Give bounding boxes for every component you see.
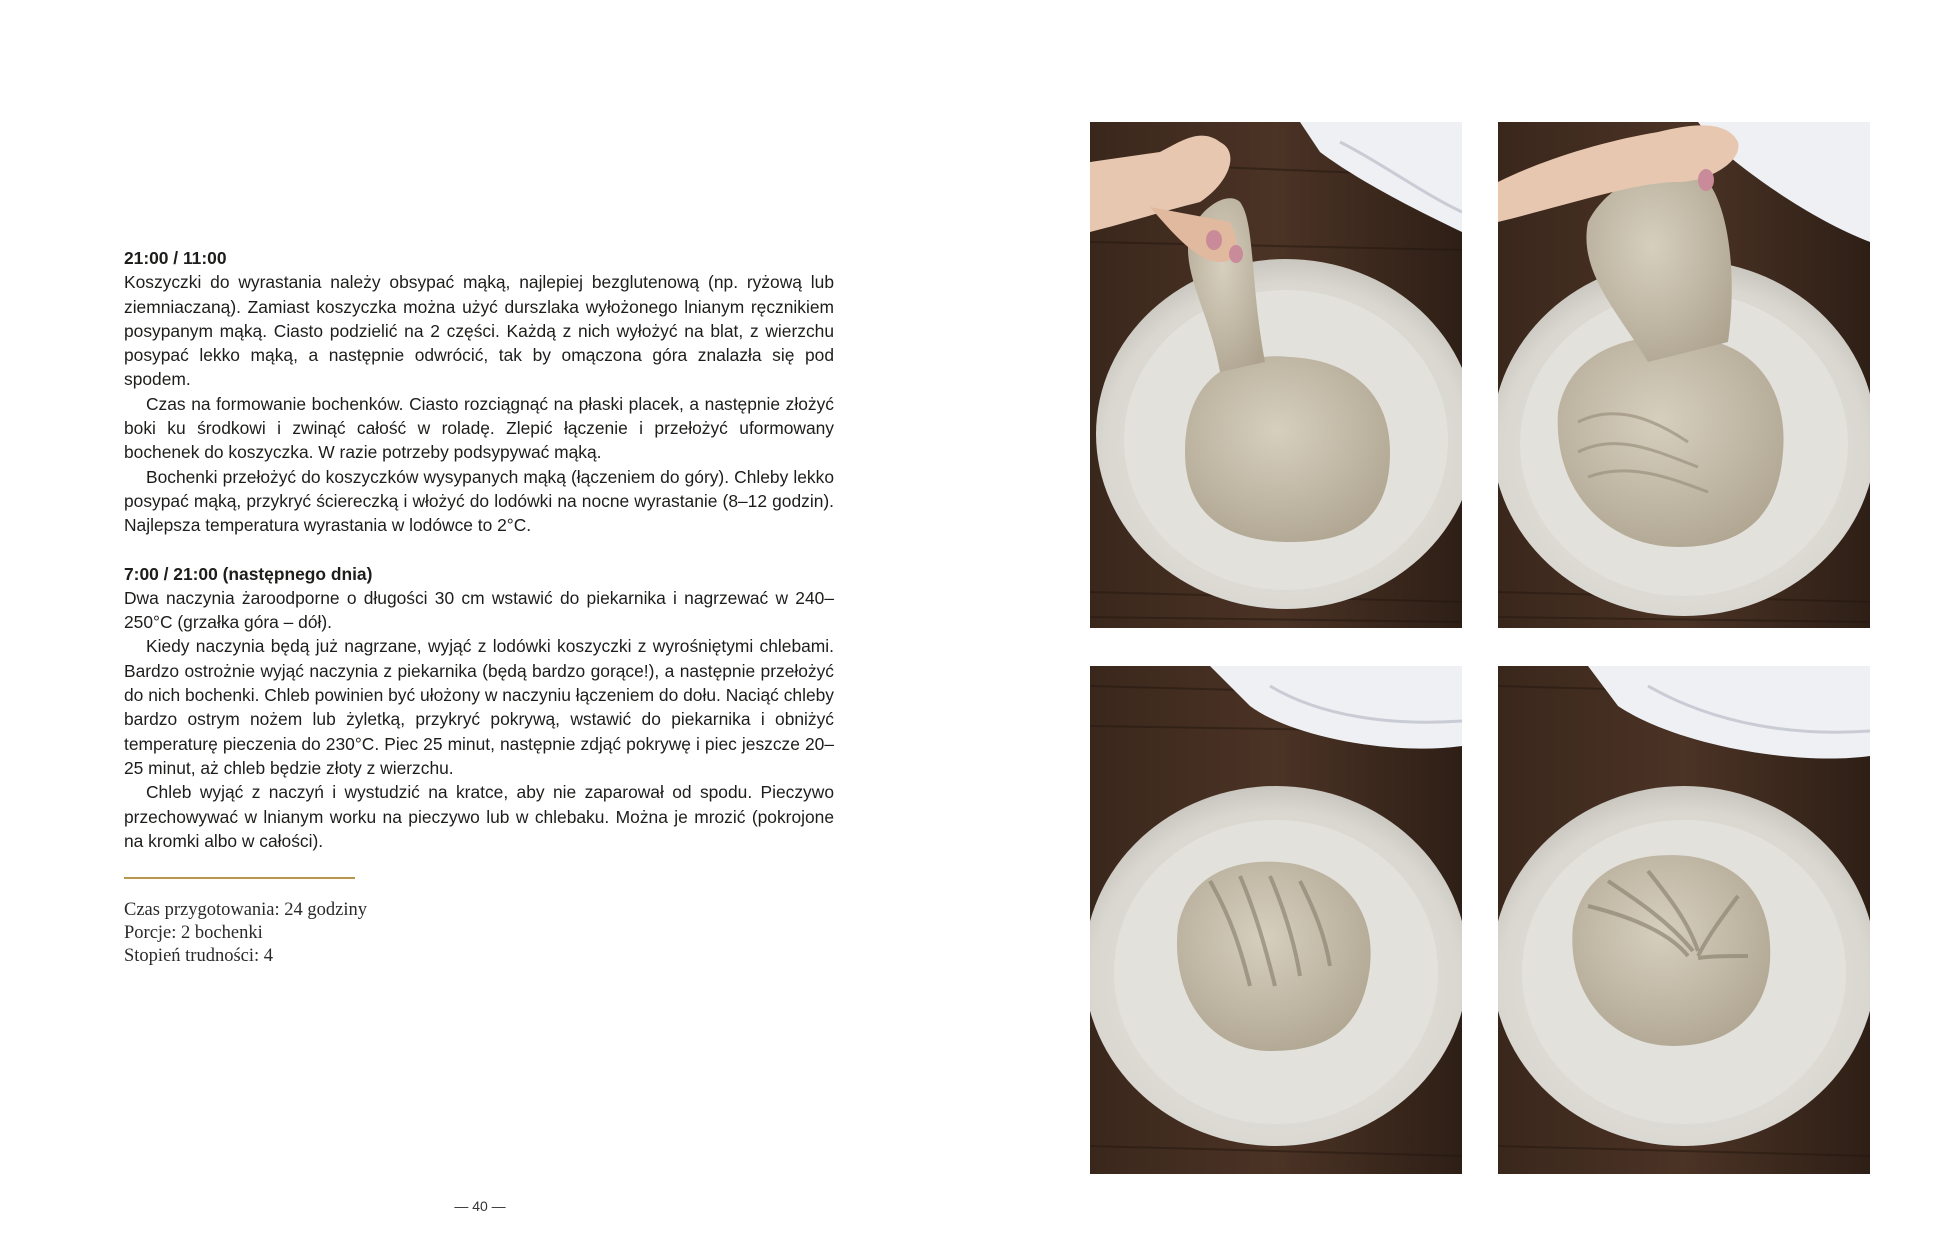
servings: Porcje: 2 bochenki [124,923,263,944]
photo-dough-stretch-2 [1498,122,1870,628]
recipe-info [124,899,834,968]
gold-divider [124,877,355,879]
prep-time: Czas przygotowania: 24 godziny [124,900,368,921]
photo-dough-stretch-1 [1090,122,1462,628]
recipe-text-column [124,246,834,968]
section-gap [124,538,834,562]
photo-dough-folded-1 [1090,666,1462,1174]
step2-paragraph-3: Chleb wyjąć z naczyń i wystudzić na kratce, aby nie zaparował od spodu. Pieczywo przechowywać w lnianym worku na pieczywo lub w chlebaku. Można je mrozić (pokrojone na kromki albo w całości). [124,782,834,851]
step1-paragraph-2: Czas na formowanie bochenków. Ciasto rozciągnąć na płaski placek, a następnie złożyć boki ku środkowi i zwinąć całość w roladę. Zlepić łączenie i przełożyć uformowany bochenek do koszyczka. W razie potrzeby podsypywać mąką. [124,393,834,463]
difficulty: Stopień trudności: 4 [124,946,274,967]
step2-paragraph-1: Dwa naczynia żaroodporne o długości 30 cm wstawić do piekarnika i nagrzewać w 240–250°C (grzałka góra – dół). [124,587,834,633]
page-number: — 40 — [454,1198,506,1214]
step1-paragraph-3: Bochenki przełożyć do koszyczków wysypanych mąką (łączeniem do góry). Chleby lekko posypać mąką, przykryć ściereczką i włożyć do lodówki na nocne wyrastanie (8–12 godzin). Najlepsza temperatura wyrastania w lodówce to 2°C. [124,466,834,536]
step-heading-morning: 7:00 / 21:00 (następnego dnia) [124,563,373,584]
step2-paragraph-2: Kiedy naczynia będą już nagrzane, wyjąć z lodówki koszyczki z wyrośniętymi chlebami. Bardzo ostrożnie wyjąć naczynia z piekarnika (będą bardzo gorące!), a następnie przełożyć do nich bochenki. Chleb powinien być ułożony w naczyniu łączeniem do dołu. Naciąć chleby bardzo ostrym nożem lub żyletką, przykryć pokrywą, wstawić do piekarnika i obniżyć temperaturę pieczenia do 230°C. Piec 25 minut, następnie zdjąć pokrywę i piec jeszcze 20–25 minut, aż chleb będzie złoty z wierzchu. [124,636,834,778]
step-heading-evening: 21:00 / 11:00 [124,248,227,268]
photo-dough-folded-2 [1498,666,1870,1174]
step1-paragraph-1: Koszyczki do wyrastania należy obsypać mąką, najlepiej bezglutenową (np. ryżową lub ziemniaczaną). Zamiast koszyczka można użyć durszlaka wyłożonego lnianym ręcznikiem posypanym mąką. Ciasto podzielić na 2 części. Każdą z nich wyłożyć na blat, z wierzchu posypać lekko mąką, a następnie odwrócić, tak by omączona góra znalazła się pod spodem. [124,272,834,390]
